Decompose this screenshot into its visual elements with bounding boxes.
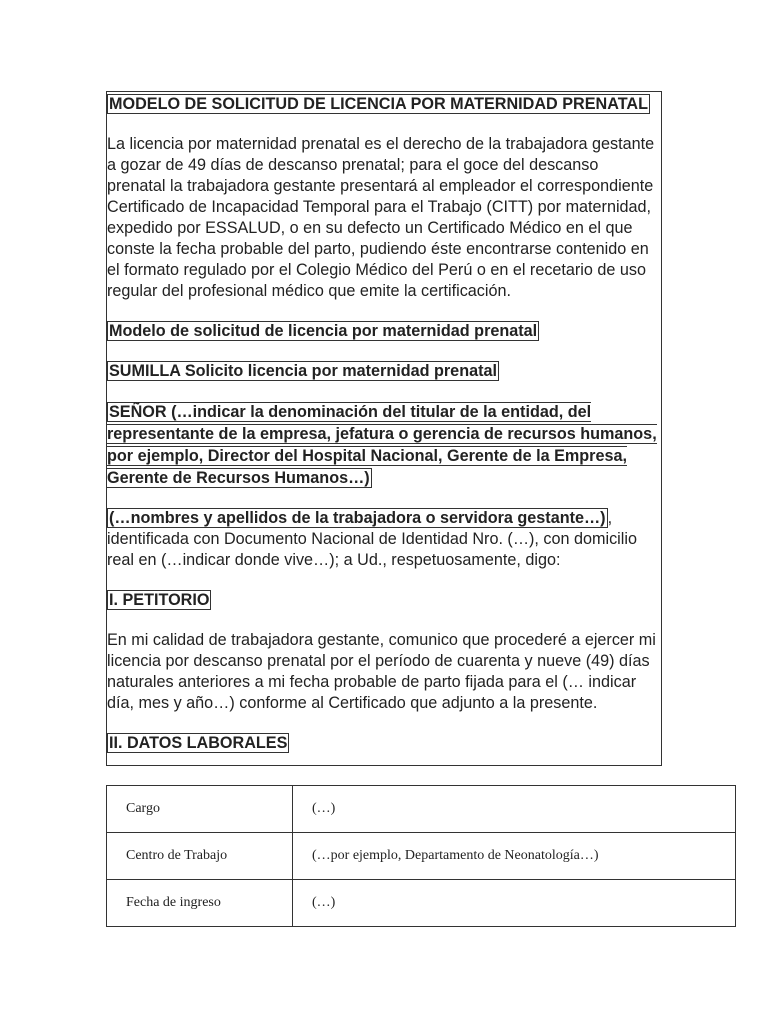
datos-heading-line xyxy=(107,733,661,754)
nombres-paragraph xyxy=(107,508,661,571)
model-heading-line xyxy=(107,321,661,342)
table-row xyxy=(107,880,736,927)
table-row xyxy=(107,786,736,833)
datos-laborales-table xyxy=(106,785,736,927)
petitorio-heading-line xyxy=(107,590,661,611)
petitorio-paragraph: En mi calidad de trabajadora gestante, comunico que procederé a ejercer mi licencia por descanso prenatal por el período de cuarenta y nueve (49) días naturales anteriores a mi fecha probable de parto fijada para el (… indicar día, mes y año…) conforme al Certificado que adjunto a la presente. xyxy=(107,631,656,712)
senor-line xyxy=(107,401,661,489)
senor-heading: SEÑOR (…indicar la denominación del titular de la entidad, del representante de la empresa, jefatura o gerencia de recursos humanos, por ejemplo, Director del Hospital Nacional, Gerente de la Empresa, Gerente de Recursos Humanos…) xyxy=(107,403,657,487)
document-title-line xyxy=(107,94,661,115)
sumilla-line xyxy=(107,361,661,382)
centro-de-trabajo-value: (…por ejemplo, Departamento de Neonatología…) xyxy=(293,833,736,880)
nombres-heading: (…nombres y apellidos de la trabajadora o servidora gestante…) xyxy=(109,509,606,527)
table-row xyxy=(107,833,736,880)
petitorio-heading: I. PETITORIO xyxy=(109,591,210,609)
cargo-value: (…) xyxy=(293,786,736,833)
cargo-label: Cargo xyxy=(107,786,293,833)
document-title: MODELO DE SOLICITUD DE LICENCIA POR MATERNIDAD PRENATAL xyxy=(109,95,648,113)
datos-laborales-heading: II. DATOS LABORALES xyxy=(109,734,288,752)
sumilla-heading: SUMILLA Solicito licencia por maternidad prenatal xyxy=(109,362,497,380)
fecha-de-ingreso-label: Fecha de ingreso xyxy=(107,880,293,927)
intro-paragraph: La licencia por maternidad prenatal es el derecho de la trabajadora gestante a gozar de 49 días de descanso prenatal; para el goce del descanso prenatal la trabajadora gestante presentará al empleador el correspondiente Certificado de Incapacidad Temporal para el Trabajo (CITT) por maternidad, expedido por ESSALUD, o en su defecto un Certificado Médico en el que conste la fecha probable del parto, pudiendo éste encontrarse contenido en el formato regulado por el Colegio Médico del Perú o en el recetario de uso regular del profesional médico que emite la certificación. xyxy=(107,135,655,300)
model-heading: Modelo de solicitud de licencia por maternidad prenatal xyxy=(109,322,538,340)
centro-de-trabajo-label: Centro de Trabajo xyxy=(107,833,293,880)
fecha-de-ingreso-value: (…) xyxy=(293,880,736,927)
nombres-text: , identificada con Documento Nacional de Identidad Nro. (…), con domicilio real en (…indicar donde vive…); a Ud., respetuosamente, digo: xyxy=(107,509,637,569)
document-frame xyxy=(106,91,662,766)
